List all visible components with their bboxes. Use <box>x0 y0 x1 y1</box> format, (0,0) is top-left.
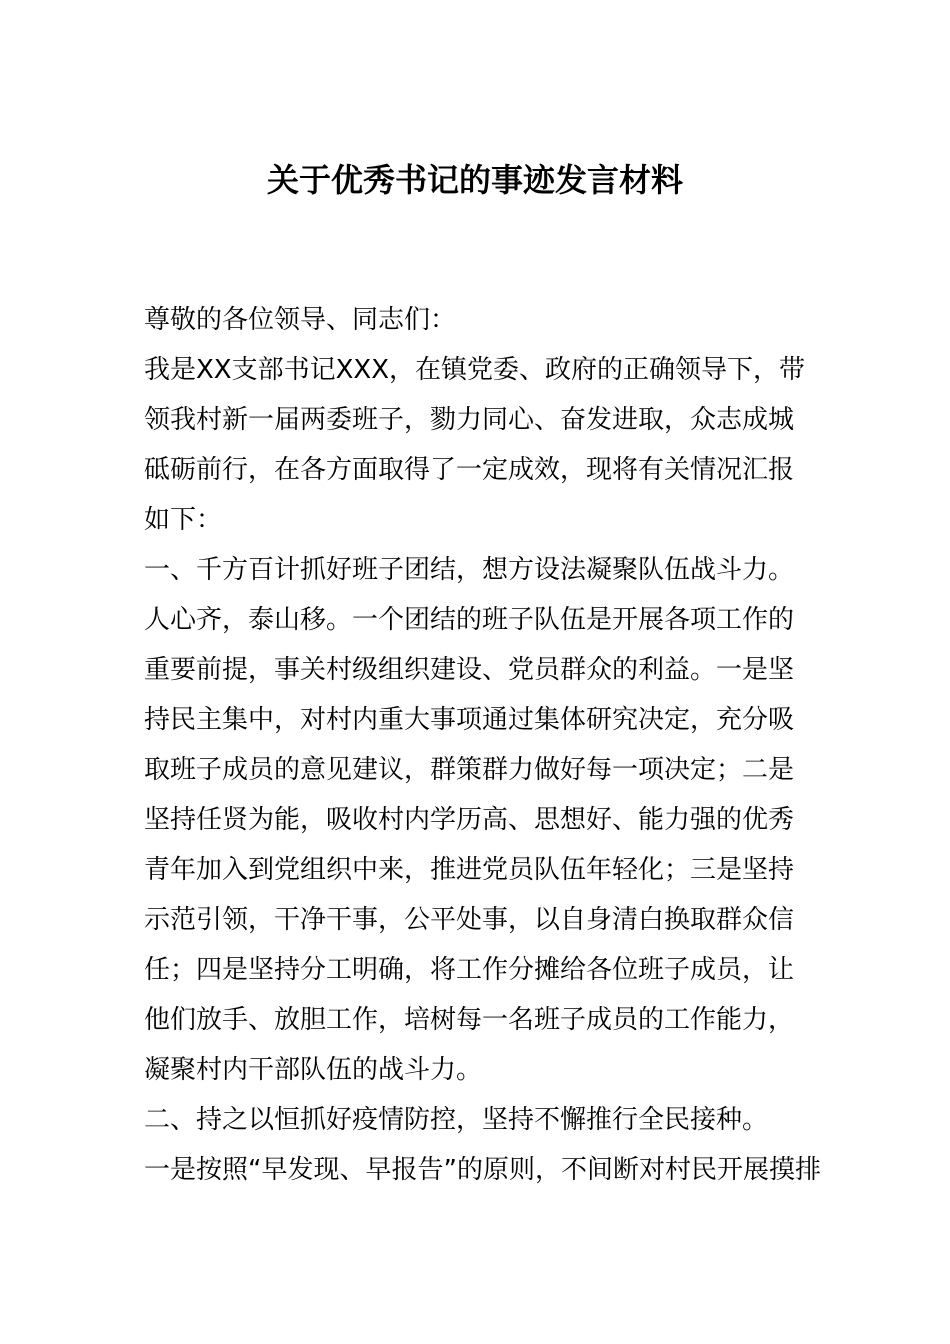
paragraph-line: 取班子成员的意见建议，群策群力做好每一项决定；二是 <box>144 755 795 785</box>
paragraph-line: 重要前提，事关村级组织建设、党员群众的利益。一是坚 <box>144 655 795 685</box>
paragraph-line: 如下： <box>144 505 223 535</box>
document-title: 关于优秀书记的事迹发言材料 <box>266 161 683 199</box>
paragraph-line: 我是XX支部书记XXX，在镇党委、政府的正确领导下，带 <box>144 355 806 385</box>
paragraph-line: 青年加入到党组织中来，推进党员队伍年轻化；三是坚持 <box>144 855 795 885</box>
section-heading-2: 二、持之以恒抓好疫情防控，坚持不懈推行全民接种。 <box>144 1105 769 1135</box>
paragraph-line: 凝聚村内干部队伍的战斗力。 <box>144 1055 483 1085</box>
paragraph-line: 领我村新一届两委班子，勠力同心、奋发进取，众志成城 <box>144 405 795 435</box>
greeting-line: 尊敬的各位领导、同志们： <box>144 305 457 335</box>
paragraph-line: 持民主集中，对村内重大事项通过集体研究决定，充分吸 <box>144 705 795 735</box>
paragraph-line: 一是按照“早发现、早报告”的原则，不间断对村民开展摸排 <box>144 1155 821 1185</box>
paragraph-line: 人心齐，泰山移。一个团结的班子队伍是开展各项工作的 <box>144 605 795 635</box>
paragraph-line: 示范引领，干净干事，公平处事，以自身清白换取群众信 <box>144 905 795 935</box>
document-body <box>144 295 821 1195</box>
paragraph-line: 他们放手、放胆工作，培树每一名班子成员的工作能力， <box>144 1005 795 1035</box>
paragraph-line: 任；四是坚持分工明确，将工作分摊给各位班子成员，让 <box>144 955 795 985</box>
section-heading-1: 一、千方百计抓好班子团结，想方设法凝聚队伍战斗力。 <box>144 555 795 585</box>
paragraph-line: 坚持任贤为能，吸收村内学历高、思想好、能力强的优秀 <box>144 805 795 835</box>
paragraph-line: 砥砺前行，在各方面取得了一定成效，现将有关情况汇报 <box>144 455 795 485</box>
